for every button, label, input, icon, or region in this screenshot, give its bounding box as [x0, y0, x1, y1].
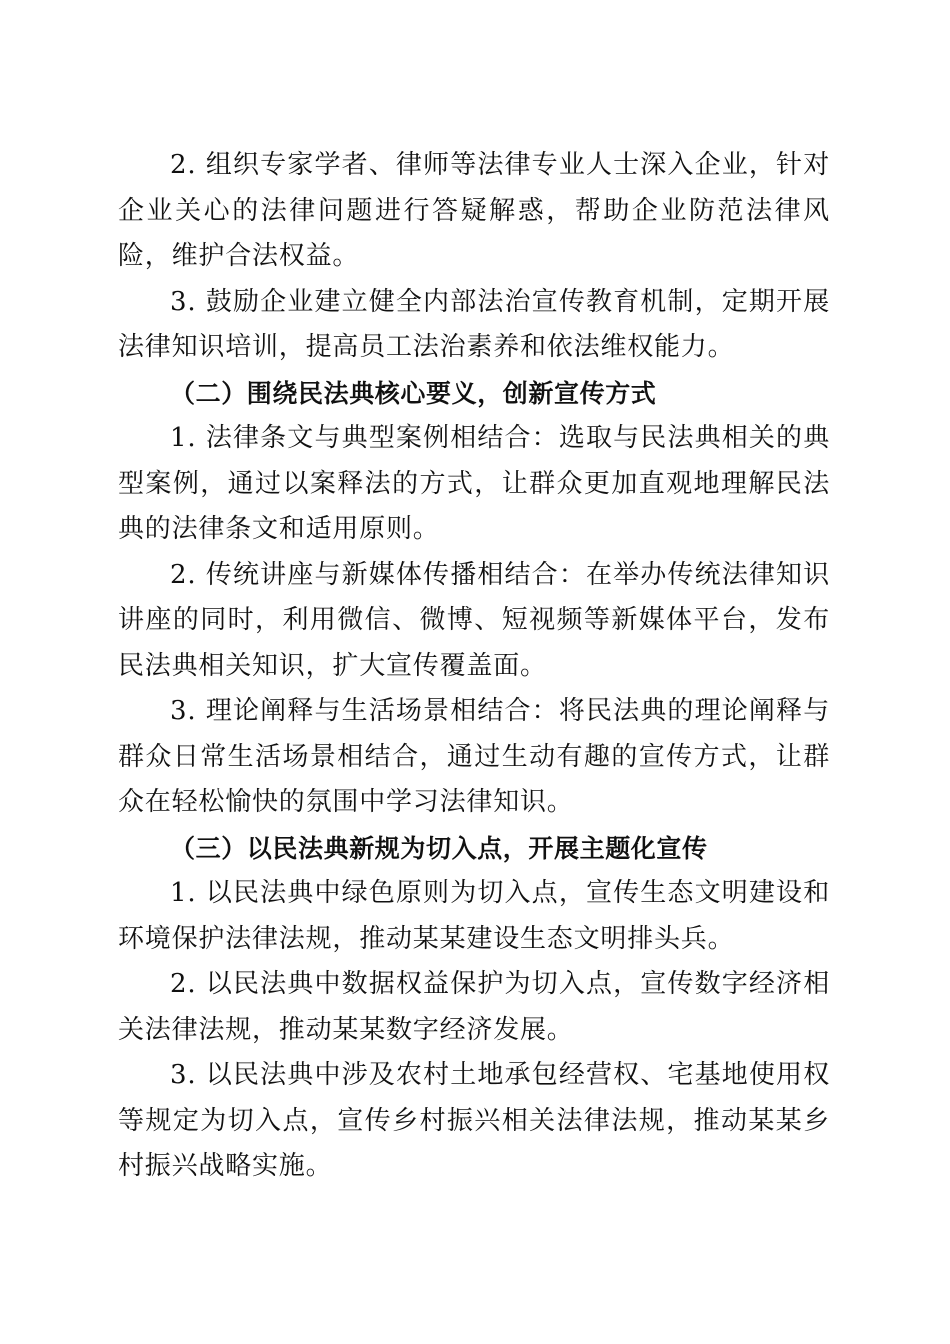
paragraph-theory-and-life: 3. 理论阐释与生活场景相结合：将民法典的理论阐释与群众日常生活场景相结合，通过生动有趣的宣传方式，让群众在轻松愉快的氛围中学习法律知识。	[118, 696, 830, 817]
paragraph-enterprise-internal-mechanism: 3. 鼓励企业建立健全内部法治宣传教育机制，定期开展法律知识培训，提高员工法治素养和依法维权能力。	[118, 286, 830, 362]
paragraph-data-rights: 2. 以民法典中数据权益保护为切入点，宣传数字经济相关法律法规，推动某某数字经济发展。	[118, 969, 830, 1045]
paragraph-lectures-and-new-media: 2. 传统讲座与新媒体传播相结合：在举办传统法律知识讲座的同时，利用微信、微博、短视频等新媒体平台，发布民法典相关知识，扩大宣传覆盖面。	[118, 559, 830, 681]
document-body	[118, 143, 830, 1190]
paragraph-enterprise-expert-qa: 2. 组织专家学者、律师等法律专业人士深入企业，针对企业关心的法律问题进行答疑解惑，帮助企业防范法律风险，维护合法权益。	[118, 150, 830, 271]
paragraph-cases-and-articles: 1. 法律条文与典型案例相结合：选取与民法典相关的典型案例，通过以案释法的方式，让群众更加直观地理解民法典的法律条文和适用原则。	[118, 423, 830, 544]
paragraph-green-principle: 1. 以民法典中绿色原则为切入点，宣传生态文明建设和环境保护法律法规，推动某某建设生态文明排头兵。	[118, 878, 830, 954]
section-heading-2: （二）围绕民法典核心要义，创新宣传方式	[170, 378, 657, 408]
paragraph-rural-land: 3. 以民法典中涉及农村土地承包经营权、宅基地使用权等规定为切入点，宣传乡村振兴相关法律法规，推动某某乡村振兴战略实施。	[118, 1060, 830, 1181]
section-heading-3: （三）以民法典新规为切入点，开展主题化宣传	[170, 833, 708, 863]
